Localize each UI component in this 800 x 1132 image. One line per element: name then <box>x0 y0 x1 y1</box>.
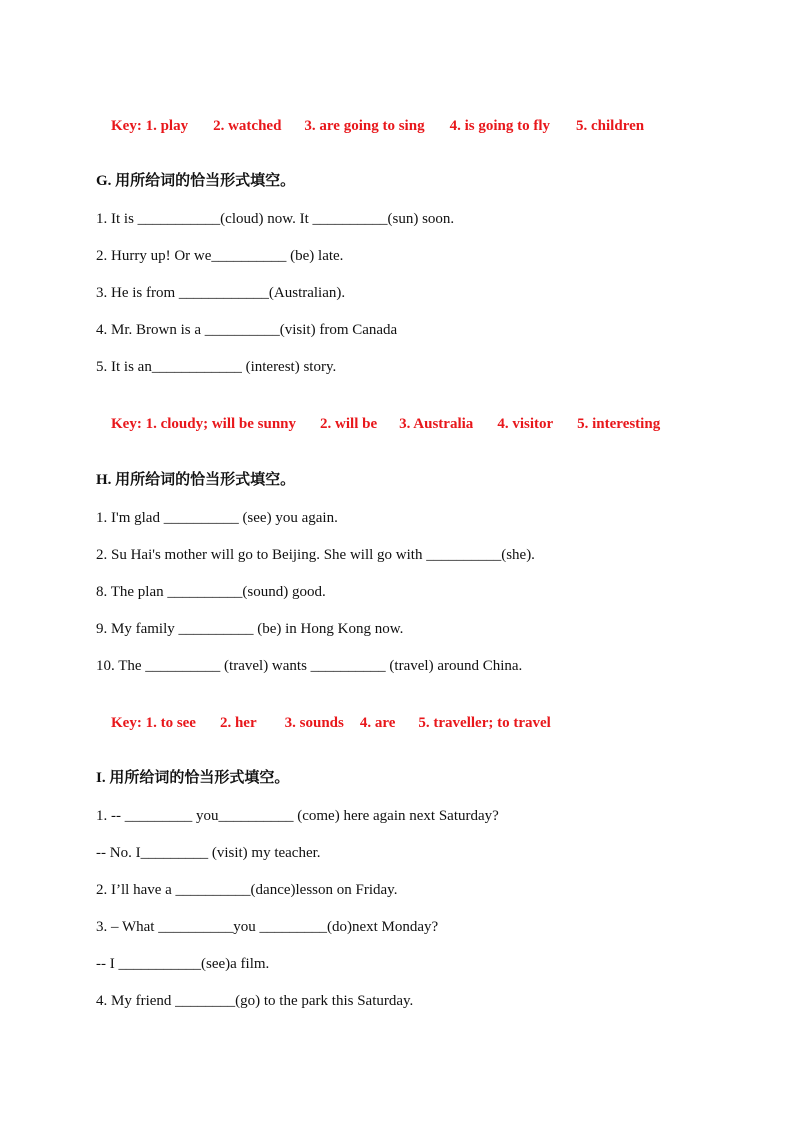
answer-blank: ___________ <box>118 956 201 972</box>
section-h-question-4: 9. My family __________ (be) in Hong Kong now. <box>96 621 404 637</box>
section-i-question-1b: -- No. I_________ (visit) my teacher. <box>96 845 321 861</box>
key-item: 2. her <box>219 715 257 731</box>
section-i-heading: I. 用所给词的恰当形式填空。 <box>96 770 290 786</box>
section-i-question-1a: 1. -- _________ you__________ (come) here again next Saturday? <box>96 808 499 824</box>
question-text: -- I <box>96 956 119 972</box>
question-text: (interest) story. <box>241 359 337 375</box>
section-h-question-2: 2. Su Hai's mother will go to Beijing. She will go with __________(she). <box>96 547 535 563</box>
answer-blank: __________ <box>312 211 388 227</box>
section-g-question-1 <box>96 209 454 229</box>
key-item: Key: 1. play <box>111 118 189 134</box>
question-text: 3. – What <box>96 919 159 935</box>
key-item: 2. will be <box>320 416 378 432</box>
key-item: Key: 1. cloudy; will be sunny <box>111 416 297 432</box>
section-i-question-3a <box>96 917 438 937</box>
key-item: 4. visitor <box>497 416 554 432</box>
section-g-key <box>96 394 660 454</box>
key-item: 5. traveller; to travel <box>418 715 551 731</box>
key-item: Key: 1. to see <box>111 715 196 731</box>
key-item: 3. Australia <box>399 416 474 432</box>
key-item: 5. interesting <box>577 416 661 432</box>
section-h-heading: H. 用所给词的恰当形式填空。 <box>96 472 296 488</box>
key-item: 5. children <box>576 118 645 134</box>
key-item: 3. sounds <box>284 715 344 731</box>
answer-blank: ____________ <box>178 285 269 301</box>
section-g-question-3 <box>96 283 345 303</box>
question-text: you <box>233 919 260 935</box>
question-text: (do)next Monday? <box>326 919 439 935</box>
question-text: 5. It is an <box>96 359 152 375</box>
section-i-question-2: 2. I’ll have a __________(dance)lesson on Friday. <box>96 882 398 898</box>
key-item: 4. are <box>359 715 396 731</box>
section-i-question-3b <box>96 954 269 974</box>
answer-blank: __________ <box>158 919 234 935</box>
section-h-key <box>96 693 551 753</box>
question-text: (cloud) now. It <box>220 211 313 227</box>
question-text: 3. He is from <box>96 285 179 301</box>
question-text: (sun) soon. <box>387 211 455 227</box>
section-g-question-5 <box>96 357 336 377</box>
question-text: (see)a film. <box>201 956 270 972</box>
section-g-question-4: 4. Mr. Brown is a __________(visit) from Canada <box>96 322 398 338</box>
section-i-question-4: 4. My friend ________(go) to the park this Saturday. <box>96 993 414 1009</box>
question-text: (Australian). <box>268 285 346 301</box>
key-item: 4. is going to fly <box>449 118 551 134</box>
key-item: 3. are going to sing <box>304 118 425 134</box>
section-f-key <box>96 96 644 156</box>
section-g-heading: G. 用所给词的恰当形式填空。 <box>96 173 296 189</box>
section-h-question-3: 8. The plan __________(sound) good. <box>96 584 326 600</box>
key-item: 2. watched <box>213 118 282 134</box>
answer-blank: ___________ <box>137 211 221 227</box>
question-text: 1. It is <box>96 211 138 227</box>
answer-blank: _________ <box>259 919 327 935</box>
answer-blank: ____________ <box>151 359 242 375</box>
section-h-question-5: 10. The __________ (travel) wants __________ (travel) around China. <box>96 658 523 674</box>
section-g-question-2: 2. Hurry up! Or we__________ (be) late. <box>96 248 344 264</box>
section-h-question-1: 1. I'm glad __________ (see) you again. <box>96 510 338 526</box>
